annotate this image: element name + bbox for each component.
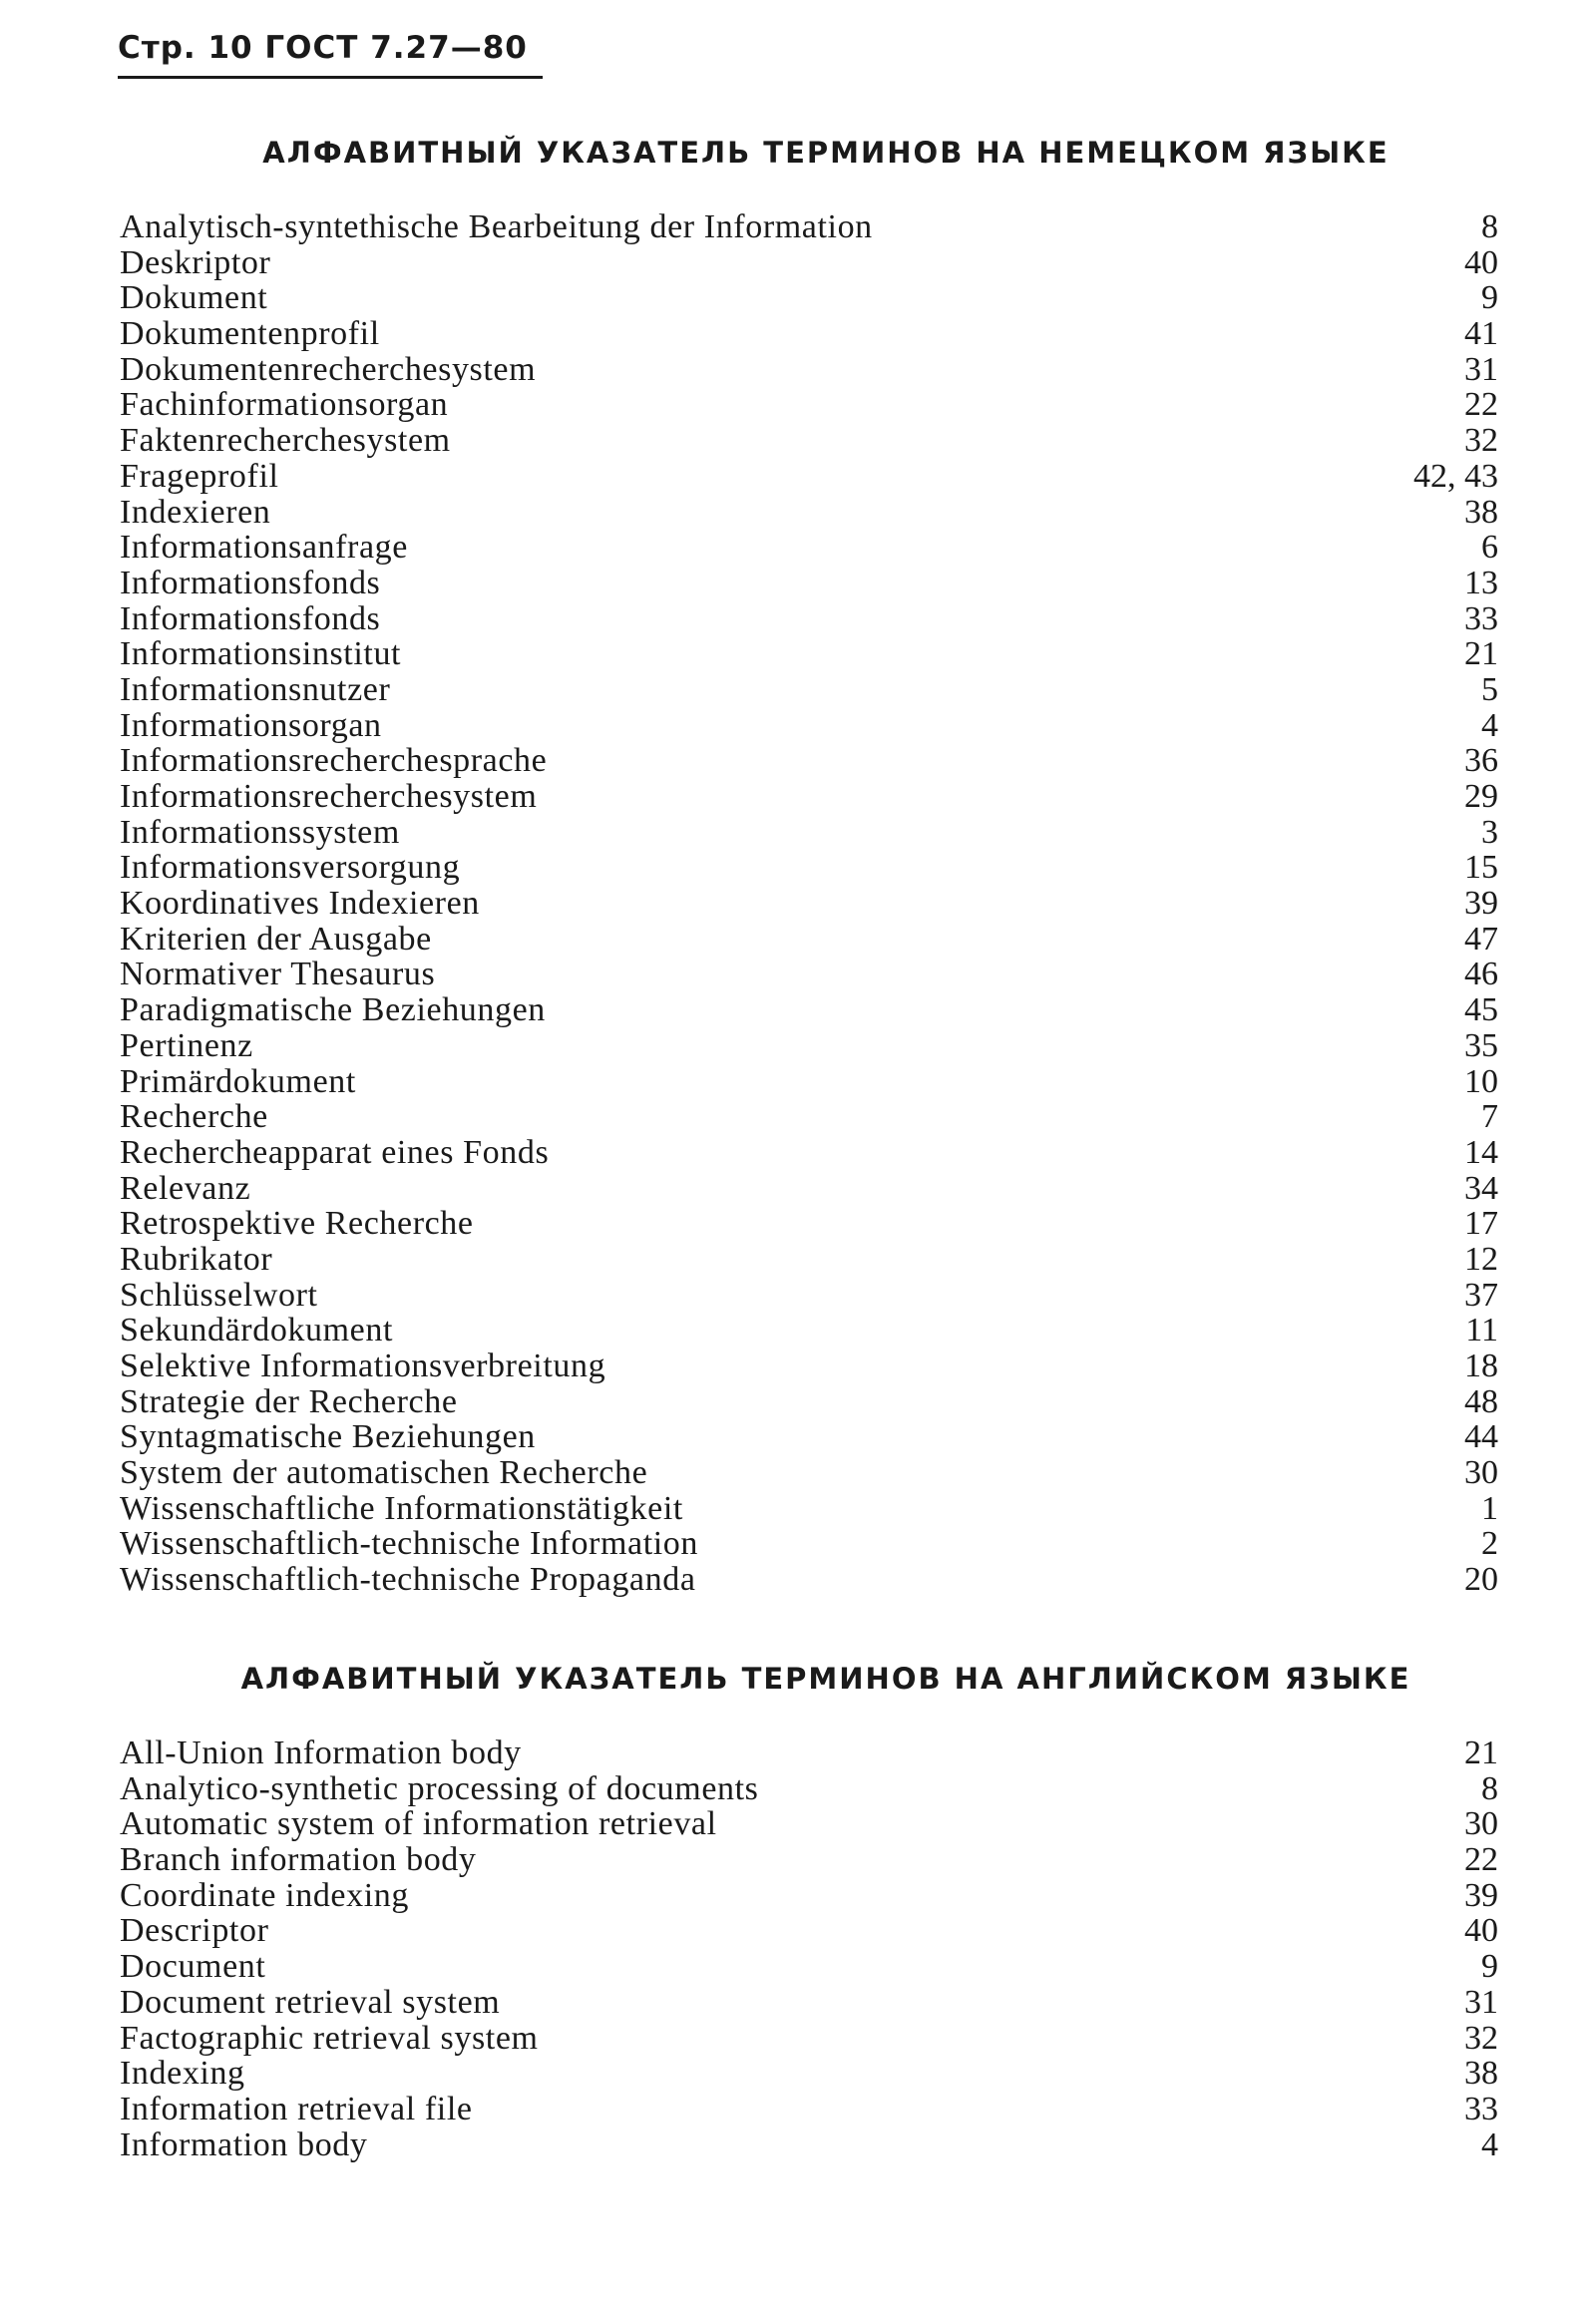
index-term-number: 1 — [1481, 1489, 1498, 1527]
index-term: Wissenschaftlich-technische Propaganda — [120, 1561, 696, 1599]
german-index-list — [118, 209, 1514, 1598]
index-entry — [118, 495, 1514, 531]
index-entry — [118, 2127, 1514, 2163]
index-term: Recherche — [120, 1098, 268, 1136]
index-entry — [118, 815, 1514, 851]
index-entry — [118, 245, 1514, 281]
index-term-number: 14 — [1464, 1133, 1498, 1171]
index-term-number: 41 — [1464, 315, 1498, 353]
index-term-number: 3 — [1481, 813, 1498, 851]
index-term-number: 40 — [1464, 243, 1498, 281]
index-term-number: 30 — [1464, 1805, 1498, 1843]
index-term: Dokumentenrecherchesystem — [120, 350, 537, 388]
index-entry — [118, 530, 1514, 566]
index-entry — [118, 743, 1514, 779]
index-entry — [118, 209, 1514, 245]
index-term: Coordinate indexing — [120, 1876, 409, 1914]
index-entry — [118, 886, 1514, 922]
index-term-number: 39 — [1464, 885, 1498, 923]
index-term: Automatic system of information retrieval — [120, 1805, 717, 1843]
index-term: Informationssystem — [120, 813, 400, 851]
index-term-number: 46 — [1464, 956, 1498, 993]
index-term-number: 30 — [1464, 1454, 1498, 1492]
index-term-number: 34 — [1464, 1169, 1498, 1207]
index-entry — [118, 957, 1514, 992]
index-entry — [118, 1878, 1514, 1914]
index-term: Information retrieval file — [120, 2090, 473, 2127]
index-term-number: 33 — [1464, 599, 1498, 637]
index-entry — [118, 992, 1514, 1028]
index-term-number: 5 — [1481, 670, 1498, 708]
index-term-number: 40 — [1464, 1912, 1498, 1950]
index-entry — [118, 1985, 1514, 2021]
index-term: Strategie der Recherche — [120, 1382, 458, 1420]
index-term: Fachinformationsorgan — [120, 386, 449, 424]
english-index-list — [118, 1735, 1514, 2162]
index-term-number: 31 — [1464, 1983, 1498, 2021]
index-term-number: 9 — [1481, 1948, 1498, 1986]
index-term: Analytisch-syntethische Bearbeitung der Information — [120, 208, 873, 245]
index-entry — [118, 1242, 1514, 1278]
index-term: Indexieren — [120, 493, 271, 531]
index-term: Informationsnutzer — [120, 670, 391, 708]
index-term-number: 31 — [1464, 350, 1498, 388]
index-entry — [118, 2092, 1514, 2127]
index-term: Descriptor — [120, 1912, 269, 1950]
index-entry — [118, 423, 1514, 459]
index-term: System der automatischen Recherche — [120, 1454, 648, 1492]
index-term: Informationsorgan — [120, 706, 382, 744]
page-header: Стр. 10 ГОСТ 7.27—80 — [118, 30, 543, 79]
index-term-number: 33 — [1464, 2090, 1498, 2127]
index-entry — [118, 850, 1514, 886]
index-term-number: 4 — [1481, 2125, 1498, 2163]
index-term: Rechercheapparat eines Fonds — [120, 1133, 550, 1171]
index-entry — [118, 1562, 1514, 1598]
index-term: Information body — [120, 2125, 368, 2163]
index-term: Syntagmatische Beziehungen — [120, 1418, 536, 1456]
index-term-number: 9 — [1481, 279, 1498, 317]
index-entry — [118, 1735, 1514, 1771]
index-entry — [118, 1455, 1514, 1491]
index-entry — [118, 1842, 1514, 1878]
index-term: Informationsfonds — [120, 564, 381, 601]
index-term: Normativer Thesaurus — [120, 956, 436, 993]
index-term-number: 38 — [1464, 2055, 1498, 2093]
index-term-number: 18 — [1464, 1348, 1498, 1384]
index-term: Factographic retrieval system — [120, 2019, 539, 2057]
index-entry — [118, 1806, 1514, 1842]
index-entry — [118, 459, 1514, 495]
index-term: Informationsanfrage — [120, 529, 408, 567]
index-term-number: 39 — [1464, 1876, 1498, 1914]
index-entry — [118, 280, 1514, 316]
index-term: Informationsversorgung — [120, 849, 461, 887]
index-term: Selektive Informationsverbreitung — [120, 1348, 606, 1384]
index-term: Frageprofil — [120, 457, 279, 495]
index-term-number: 12 — [1464, 1240, 1498, 1278]
index-term: Kriterien der Ausgabe — [120, 920, 432, 958]
index-term-number: 42, 43 — [1413, 457, 1498, 495]
index-term-number: 36 — [1464, 742, 1498, 780]
index-entry — [118, 636, 1514, 672]
index-entry — [118, 1313, 1514, 1349]
index-term: Koordinatives Indexieren — [120, 885, 480, 923]
index-term-number: 21 — [1464, 1735, 1498, 1771]
index-term: Wissenschaftlich-technische Information — [120, 1525, 699, 1563]
index-term-number: 22 — [1464, 1841, 1498, 1879]
index-entry — [118, 352, 1514, 388]
index-term: Pertinenz — [120, 1026, 253, 1064]
english-index-title: АЛФАВИТНЫЙ УКАЗАТЕЛЬ ТЕРМИНОВ НА АНГЛИЙСКОМ ЯЗЫКЕ — [240, 1662, 1411, 1696]
index-entry — [118, 601, 1514, 637]
index-entry — [118, 1349, 1514, 1384]
index-term: Sekundärdokument — [120, 1312, 393, 1349]
index-term-number: 8 — [1481, 1769, 1498, 1807]
index-term-number: 29 — [1464, 778, 1498, 815]
index-term: Schlüsselwort — [120, 1276, 318, 1314]
index-term-number: 11 — [1465, 1312, 1498, 1349]
index-term: Dokument — [120, 279, 268, 317]
index-term-number: 22 — [1464, 386, 1498, 424]
index-entry — [118, 1099, 1514, 1135]
index-entry — [118, 566, 1514, 601]
index-entry — [118, 779, 1514, 815]
index-entry — [118, 1384, 1514, 1420]
index-term-number: 32 — [1464, 422, 1498, 460]
index-entry — [118, 1135, 1514, 1171]
index-term-number: 47 — [1464, 920, 1498, 958]
index-entry — [118, 1171, 1514, 1207]
index-term: Informationsinstitut — [120, 635, 402, 673]
index-term-number: 20 — [1464, 1561, 1498, 1599]
index-term-number: 7 — [1481, 1098, 1498, 1136]
index-term-number: 35 — [1464, 1026, 1498, 1064]
index-term: Dokumentenprofil — [120, 315, 380, 353]
german-index-section — [118, 136, 1514, 1598]
index-term: Relevanz — [120, 1169, 251, 1207]
index-entry — [118, 2056, 1514, 2092]
index-term-number: 37 — [1464, 1276, 1498, 1314]
index-term: Faktenrecherchesystem — [120, 422, 451, 460]
german-index-title: АЛФАВИТНЫЙ УКАЗАТЕЛЬ ТЕРМИНОВ НА НЕМЕЦКОМ ЯЗЫКЕ — [262, 136, 1390, 170]
index-term-number: 4 — [1481, 706, 1498, 744]
index-entry — [118, 1526, 1514, 1562]
index-term-number: 10 — [1464, 1062, 1498, 1100]
index-term: Document retrieval system — [120, 1983, 501, 2021]
index-term: Indexing — [120, 2055, 245, 2093]
index-term: Wissenschaftliche Informationstätigkeit — [120, 1489, 683, 1527]
index-term-number: 45 — [1464, 991, 1498, 1029]
index-term-number: 17 — [1464, 1205, 1498, 1243]
index-term: Document — [120, 1948, 266, 1986]
index-entry — [118, 1771, 1514, 1807]
index-term-number: 32 — [1464, 2019, 1498, 2057]
index-term: Deskriptor — [120, 243, 271, 281]
index-entry — [118, 1491, 1514, 1527]
index-entry — [118, 1278, 1514, 1314]
index-entry — [118, 2021, 1514, 2057]
index-term: All-Union Information body — [120, 1735, 522, 1771]
index-term: Informationsfonds — [120, 599, 381, 637]
index-term-number: 6 — [1481, 529, 1498, 567]
index-term-number: 44 — [1464, 1418, 1498, 1456]
index-term: Analytico-synthetic processing of documents — [120, 1769, 759, 1807]
index-term: Informationsrecherchesystem — [120, 778, 538, 815]
index-entry — [118, 1206, 1514, 1242]
index-entry — [118, 672, 1514, 708]
index-term-number: 21 — [1464, 635, 1498, 673]
index-term: Rubrikator — [120, 1240, 273, 1278]
index-entry — [118, 1949, 1514, 1985]
english-index-section — [118, 1662, 1514, 2162]
index-term-number: 8 — [1481, 208, 1498, 245]
index-term-number: 38 — [1464, 493, 1498, 531]
index-entry — [118, 1913, 1514, 1949]
index-entry — [118, 316, 1514, 352]
index-entry — [118, 1419, 1514, 1455]
index-term-number: 2 — [1481, 1525, 1498, 1563]
index-term-number: 15 — [1464, 849, 1498, 887]
index-term-number: 48 — [1464, 1382, 1498, 1420]
index-term: Informationsrecherchesprache — [120, 742, 548, 780]
index-term: Branch information body — [120, 1841, 477, 1879]
index-entry — [118, 922, 1514, 958]
index-entry — [118, 387, 1514, 423]
index-term: Primärdokument — [120, 1062, 356, 1100]
index-term: Paradigmatische Beziehungen — [120, 991, 546, 1029]
index-term: Retrospektive Recherche — [120, 1205, 474, 1243]
index-entry — [118, 708, 1514, 744]
index-entry — [118, 1028, 1514, 1064]
index-term-number: 13 — [1464, 564, 1498, 601]
index-entry — [118, 1064, 1514, 1100]
